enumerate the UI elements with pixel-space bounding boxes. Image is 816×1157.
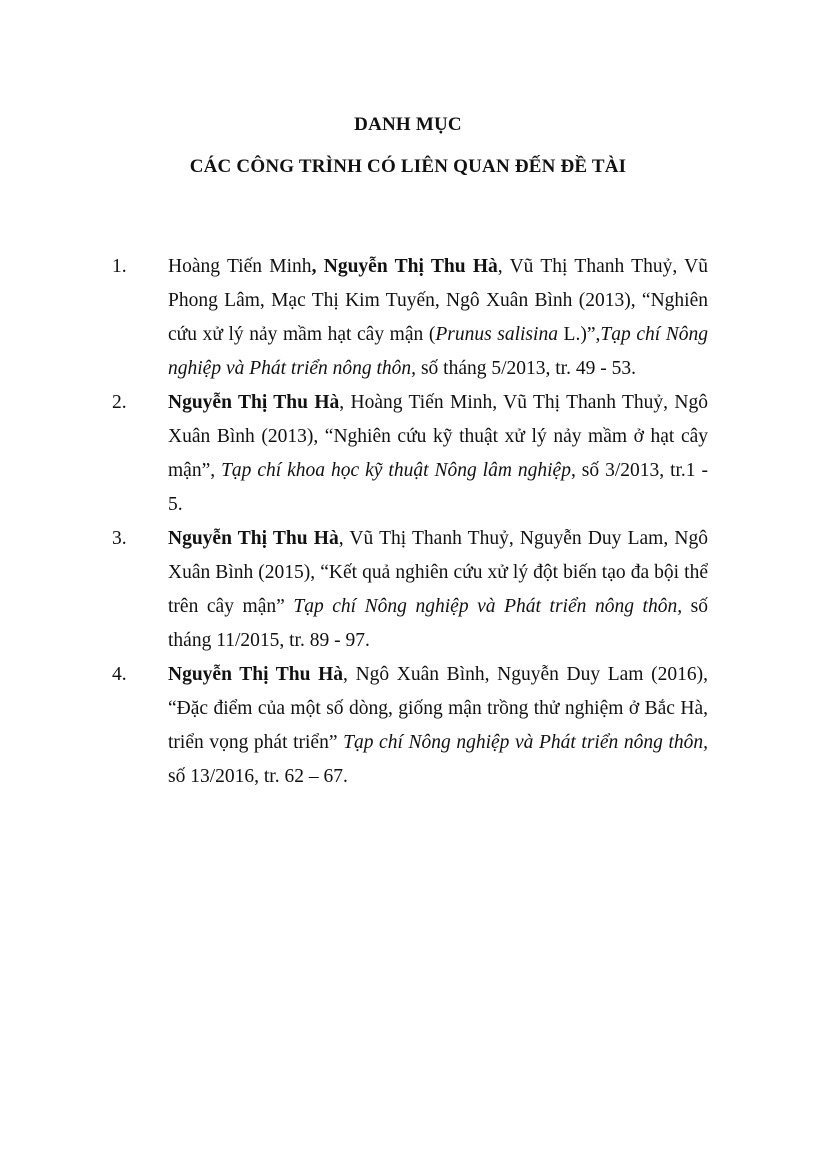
- reference-number: 4.: [112, 664, 127, 685]
- reference-number: 3.: [112, 528, 127, 549]
- reference-segment: , Hoàng Tiến Minh, Vũ Thị Thanh Thuỷ, Ngô Xuân Bình (2013), “Nghiên cứu kỹ thuật xử lý nảy mầm ở hạt cây mận”,: [168, 392, 708, 481]
- reference-text: [168, 664, 708, 787]
- reference-segment: , Vũ Thị Thanh Thuỷ, Nguyễn Duy Lam, Ngô Xuân Bình (2015), “Kết quả nghiên cứu xử lý đột biến tạo đa bội thể trên cây mận”: [168, 528, 709, 617]
- page-subtitle: CÁC CÔNG TRÌNH CÓ LIÊN QUAN ĐẾN ĐỀ TÀI: [189, 156, 627, 177]
- reference-segment: Nguyễn Thị Thu Hà: [168, 664, 344, 685]
- reference-list: [112, 250, 708, 794]
- reference-segment: Nguyễn Thị Thu Hà: [168, 528, 339, 549]
- page-title: DANH MỤC: [354, 114, 462, 135]
- reference-segment: L.)”,: [557, 324, 601, 345]
- reference-item: [112, 250, 708, 386]
- reference-number: 1.: [112, 256, 127, 277]
- reference-segment: , số 3/2013, tr.1 - 5.: [168, 460, 709, 515]
- reference-segment: , Nguyễn Thị Thu Hà: [311, 256, 498, 277]
- reference-segment: Tạp chí Nông nghiệp và Phát triển nông thôn,: [343, 732, 708, 753]
- reference-text: [168, 392, 708, 515]
- reference-segment: Hoàng Tiến Minh: [168, 256, 312, 277]
- reference-item: [112, 386, 708, 522]
- reference-segment: , Ngô Xuân Bình, Nguyễn Duy Lam (2016), “Đặc điểm của một số dòng, giống mận trồng thử nghiệm ở Bắc Hà, triển vọng phát triển”: [168, 664, 708, 753]
- reference-segment: số tháng 11/2015, tr. 89 - 97.: [168, 596, 708, 651]
- reference-segment: Nguyễn Thị Thu Hà: [168, 392, 340, 413]
- reference-number: 2.: [112, 392, 127, 413]
- reference-segment: Tạp chí Nông nghiệp và Phát triển nông thôn,: [168, 324, 708, 379]
- reference-item: [112, 658, 708, 794]
- reference-item: [112, 522, 708, 658]
- reference-segment: , Vũ Thị Thanh Thuỷ, Vũ Phong Lâm, Mạc Thị Kim Tuyến, Ngô Xuân Bình (2013), “Nghiên cứu xử lý nảy mầm hạt cây mận (: [168, 256, 708, 345]
- reference-segment: số 13/2016, tr. 62 – 67.: [168, 766, 348, 787]
- reference-segment: Prunus salisina: [435, 324, 558, 345]
- reference-text: [168, 528, 708, 651]
- reference-text: [168, 256, 708, 379]
- reference-segment: số tháng 5/2013, tr. 49 - 53.: [416, 358, 636, 379]
- reference-segment: Tạp chí Nông nghiệp và Phát triển nông thôn,: [293, 596, 683, 617]
- reference-segment: Tạp chí khoa học kỹ thuật Nông lâm nghiệp: [221, 460, 571, 481]
